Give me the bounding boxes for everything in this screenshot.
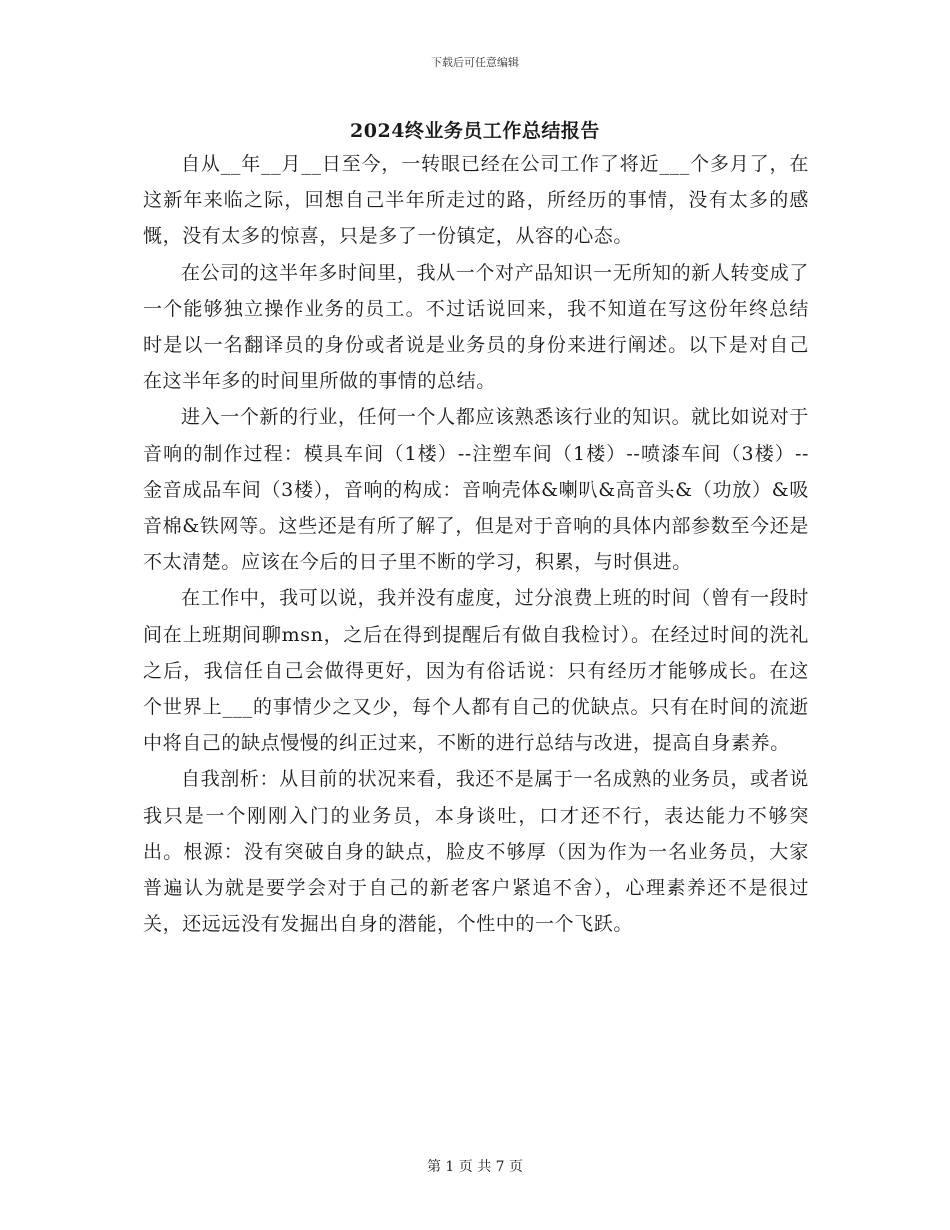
paragraph-2: 在公司的这半年多时间里，我从一个对产品知识一无所知的新人转变成了一个能够独立操作业务的员工。不过话说回来，我不知道在写这份年终总结时是以一名翻译员的身份或者说是业务员的身份来进行阐述。以下是对自己在这半年多的时间里所做的事情的总结。 [143,261,809,393]
page-number: 第 1 页 共 7 页 [426,1159,524,1175]
paragraph-4: 在工作中，我可以说，我并没有虚度，过分浪费上班的时间（曾有一段时间在上班期间聊msn，之后在得到提醒后有做自我检讨）。在经过时间的洗礼之后，我信任自己会做得更好，因为有俗话说：只有经历才能够成长。在这个世界上___的事情少之又少，每个人都有自己的优缺点。只有在时间的流逝中将自己的缺点慢慢的纠正过来，不断的进行总结与改进，提高自身素养。 [143,587,809,755]
header-note: 下载后可任意编辑 [431,56,519,69]
paragraph-1: 自从__年__月__日至今，一转眼已经在公司工作了将近___个多月了，在这新年来临之际，回想自己半年所走过的路，所经历的事情，没有太多的感慨，没有太多的惊喜，只是多了一份镇定，从容的心态。 [143,153,809,248]
document-body [143,146,809,942]
document-title: 2024终业务员工作总结报告 [350,120,600,142]
paragraph-5: 自我剖析：从目前的状况来看，我还不是属于一名成熟的业务员，或者说我只是一个刚刚入门的业务员，本身谈吐，口才还不行，表达能力不够突出。根源：没有突破自身的缺点，脸皮不够厚（因为作为一名业务员，大家普遍认为就是要学会对于自己的新老客户紧追不舍），心理素养还不是很过关，还远远没有发掘出自身的潜能，个性中的一个飞跃。 [143,768,809,936]
paragraph-3: 进入一个新的行业，任何一个人都应该熟悉该行业的知识。就比如说对于音响的制作过程：模具车间（1楼）--注塑车间（1楼）--喷漆车间（3楼）--金音成品车间（3楼），音响的构成：音响壳体&喇叭&高音头&（功放）&吸音棉&铁网等。这些还是有所了解了，但是对于音响的具体内部参数至今还是不太清楚。应该在今后的日子里不断的学习，积累，与时俱进。 [143,406,809,574]
